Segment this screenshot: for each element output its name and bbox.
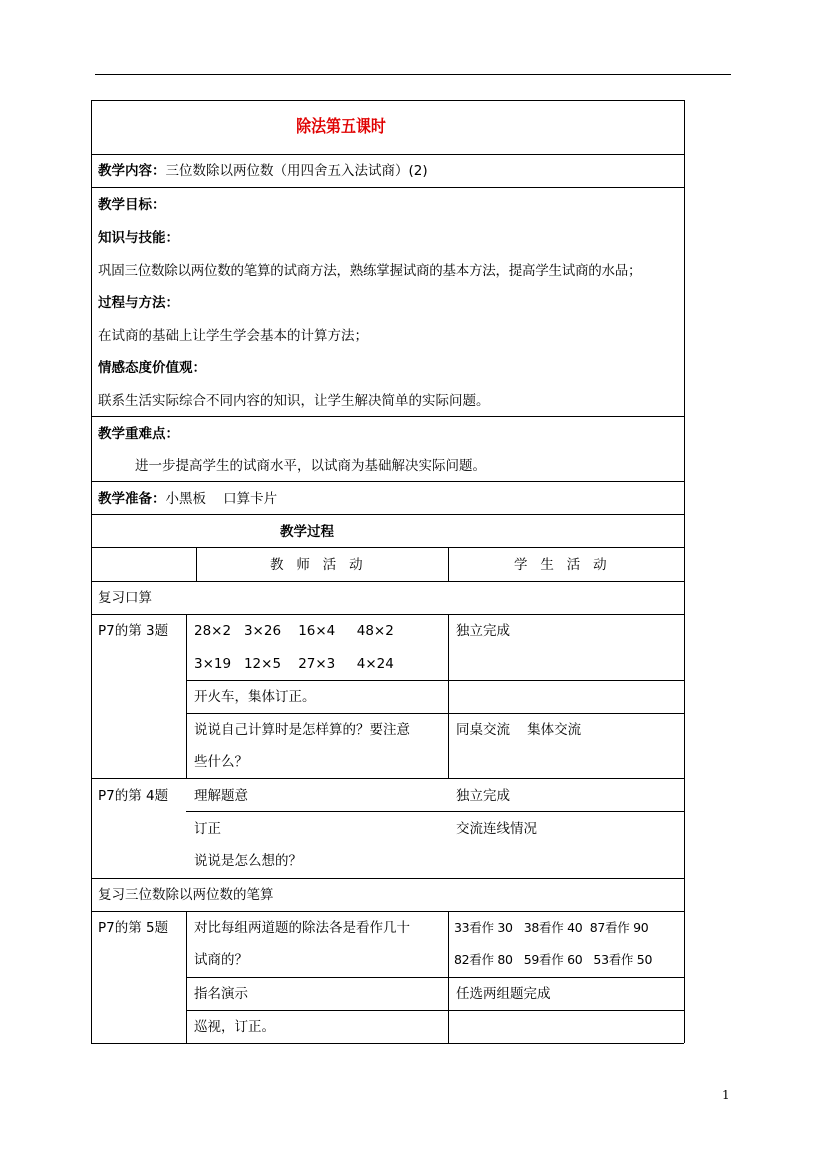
- row-divider: [186, 680, 684, 681]
- p5-student-1-line2: 82看作 80 59看作 60 53看作 50: [454, 952, 653, 967]
- goals-label: 教学目标：: [98, 197, 166, 213]
- prep-row: [98, 490, 277, 508]
- keypoints-label: 教学重难点：: [98, 426, 179, 442]
- row-divider: [91, 911, 684, 912]
- prep-label: 教学准备：: [98, 491, 166, 507]
- page-number: 1: [722, 1088, 730, 1102]
- col-divider: [448, 547, 449, 581]
- row-divider: [186, 811, 684, 812]
- student-activity-header: 学 生 活 动: [514, 557, 607, 573]
- section-review-oral: 复习口算: [98, 590, 152, 606]
- section-review-division: 复习三位数除以两位数的笔算: [98, 887, 274, 903]
- content-label: 教学内容：: [98, 163, 166, 179]
- page-title: 除法第五课时: [296, 117, 386, 137]
- process-header: 教学过程: [280, 524, 334, 540]
- p5-student-1-line1: 33看作 30 38看作 40 87看作 90: [454, 920, 649, 935]
- p3-teacher-3-line1: 说说自己计算时是怎样算的？要注意: [194, 722, 410, 738]
- row-divider: [91, 581, 684, 582]
- row-divider: [91, 614, 684, 615]
- p4-teacher-1: 理解题意: [194, 788, 248, 804]
- p5-teacher-1-line1: 对比每组两道题的除法各是看作几十: [194, 920, 410, 936]
- col-divider: [196, 547, 197, 581]
- p3-label: P7的第 3题: [98, 623, 169, 639]
- p4-teacher-2-line1: 订正: [194, 821, 221, 837]
- col-divider: [448, 614, 449, 778]
- knowledge-text: 巩固三位数除以两位数的笔算的试商方法，熟练掌握试商的基本方法，提高学生试商的水品；: [98, 263, 642, 279]
- p3-student-3: 同桌交流 集体交流: [456, 722, 582, 738]
- p3-teacher-3-line2: 些什么？: [194, 754, 248, 770]
- content-text: 三位数除以两位数（用四舍五入法试商）(2): [165, 163, 428, 179]
- p5-teacher-1-line2: 试商的？: [194, 952, 248, 968]
- table-border-top: [91, 100, 684, 101]
- p3-exercises-line1: 28×2 3×26 16×4 48×2: [194, 623, 394, 639]
- prep-text: 小黑板 口算卡片: [165, 491, 278, 507]
- row-divider: [91, 481, 684, 482]
- keypoints-text: 进一步提高学生的试商水平，以试商为基础解决实际问题。: [135, 458, 486, 474]
- process-text: 在试商的基础上让学生学会基本的计算方法；: [98, 328, 368, 344]
- row-divider: [91, 514, 684, 515]
- row-divider: [91, 547, 684, 548]
- header-rule: [95, 74, 731, 75]
- row-divider: [91, 416, 684, 417]
- table-border-left: [91, 100, 92, 1043]
- emotion-label: 情感态度价值观：: [98, 360, 206, 376]
- p3-exercises-line2: 3×19 12×5 27×3 4×24: [194, 656, 394, 672]
- row-divider: [186, 713, 684, 714]
- col-divider: [186, 911, 187, 1043]
- process-label: 过程与方法：: [98, 295, 179, 311]
- p5-teacher-2: 指名演示: [194, 986, 248, 1002]
- p3-teacher-2: 开火车，集体订正。: [194, 689, 316, 705]
- row-divider: [186, 1010, 684, 1011]
- table-border-bottom: [91, 1043, 684, 1044]
- col-divider: [448, 911, 449, 1043]
- table-border-right: [684, 100, 685, 1043]
- emotion-text: 联系生活实际综合不同内容的知识，让学生解决简单的实际问题。: [98, 393, 490, 409]
- teacher-activity-header: 教 师 活 动: [270, 557, 363, 573]
- row-divider: [91, 154, 684, 155]
- p5-student-2: 任选两组题完成: [456, 986, 551, 1002]
- p3-student-1: 独立完成: [456, 623, 510, 639]
- p5-label: P7的第 5题: [98, 920, 169, 936]
- row-divider: [91, 187, 684, 188]
- row-divider: [91, 778, 684, 779]
- p4-label: P7的第 4题: [98, 788, 169, 804]
- col-divider: [186, 614, 187, 778]
- knowledge-label: 知识与技能：: [98, 230, 179, 246]
- p4-student-1: 独立完成: [456, 788, 510, 804]
- row-divider: [91, 878, 684, 879]
- row-divider: [186, 977, 684, 978]
- content-row: [98, 162, 428, 180]
- p5-teacher-3: 巡视，订正。: [194, 1019, 275, 1035]
- p4-teacher-2-line2: 说说是怎么想的？: [194, 853, 302, 869]
- p4-student-2: 交流连线情况: [456, 821, 537, 837]
